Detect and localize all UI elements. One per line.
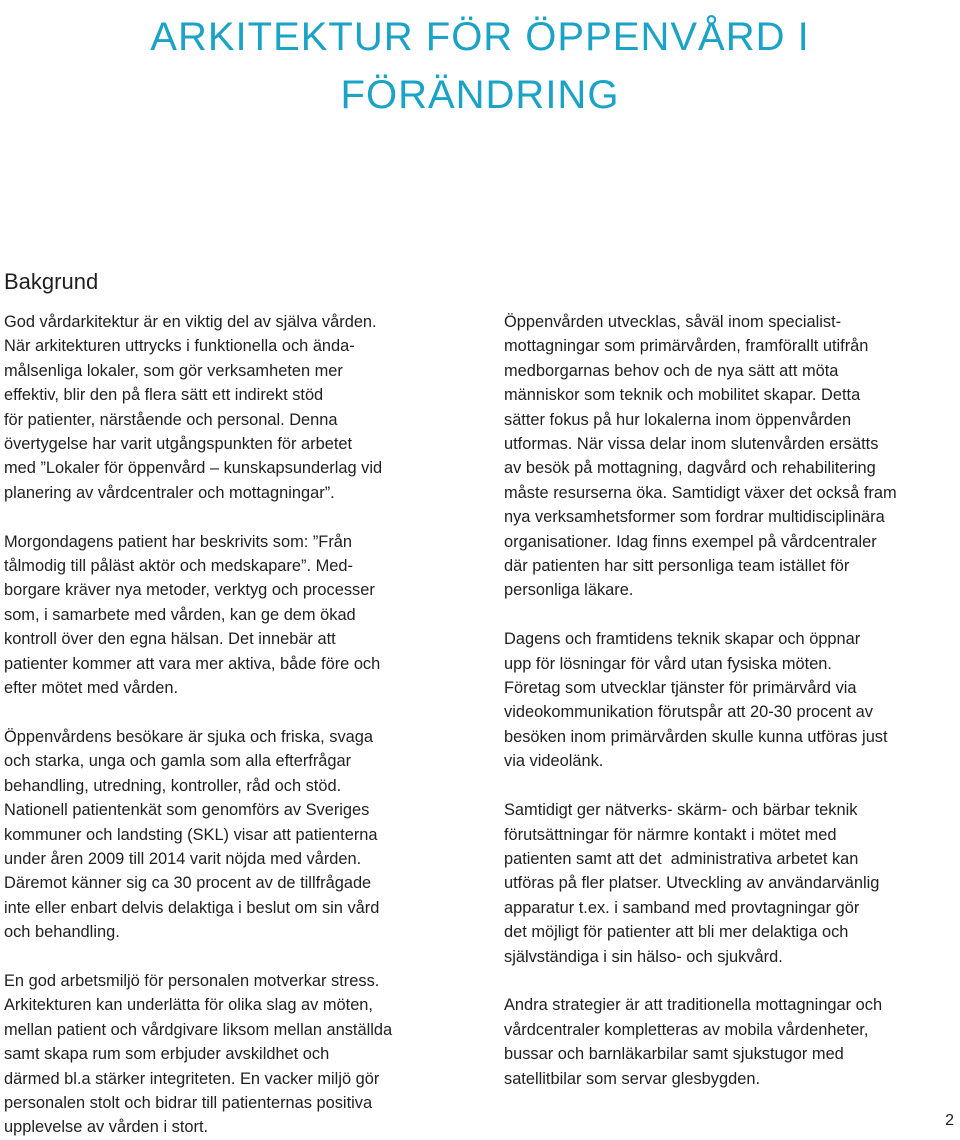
- text-line: medborgarnas behov och de nya sätt att möta: [504, 361, 839, 380]
- text-line: samt skapa rum som erbjuder avskildhet och: [4, 1045, 330, 1064]
- text-line: vårdcentraler kompletteras av mobila vårdenheter,: [504, 1020, 869, 1039]
- left-column: [4, 310, 456, 1140]
- page-title: [0, 8, 960, 124]
- text-line: upp för lösningar för vård utan fysiska möten.: [504, 654, 832, 673]
- text-line: personliga läkare.: [504, 581, 634, 600]
- text-line: upplevelse av vården i stort.: [4, 1118, 209, 1137]
- text-line: mellan patient och vårdgivare liksom mellan anställda: [4, 1020, 393, 1039]
- text-line: Företag som utvecklar tjänster för primärvård via: [504, 679, 857, 698]
- text-line: Morgondagens patient har beskrivits som: ”Från: [4, 532, 353, 551]
- right-column: [504, 310, 956, 1091]
- text-line: Däremot känner sig ca 30 procent av de tillfrågade: [4, 874, 372, 893]
- text-line: patienter kommer att vara mer aktiva, både före och: [4, 654, 381, 673]
- text-line: där patienten har sitt personliga team istället för: [504, 557, 850, 576]
- text-line: satellitbilar som servar glesbygden.: [504, 1069, 760, 1088]
- text-line: och behandling.: [4, 923, 120, 942]
- page-title-line-2: FÖRÄNDRING: [340, 73, 620, 117]
- text-line: utföras på fler platser. Utveckling av användarvänlig: [504, 874, 880, 893]
- text-line: besöken inom primärvården skulle kunna utföras just: [504, 727, 888, 746]
- text-line: behandling, utredning, kontroller, råd och stöd.: [4, 776, 342, 795]
- text-line: inte eller enbart delvis delaktiga i beslut om sin vård: [4, 898, 380, 917]
- text-line: kontroll över den egna hälsan. Det innebär att: [4, 630, 336, 649]
- text-line: för patienter, närstående och personal. Denna: [4, 410, 338, 429]
- text-line: organisationer. Idag finns exempel på vårdcentraler: [504, 532, 877, 551]
- text-line: via videolänk.: [504, 752, 604, 771]
- text-line: bussar och barnläkarbilar samt sjukstugor med: [504, 1045, 844, 1064]
- right-paragraph-4: [504, 993, 956, 1091]
- text-line: kommuner och landsting (SKL) visar att patienterna: [4, 825, 378, 844]
- left-paragraph-1: [4, 310, 456, 505]
- text-line: tålmodig till påläst aktör och medskapare”. Med-: [4, 557, 353, 576]
- text-line: mottagningar som primärvården, framförallt utifrån: [504, 337, 869, 356]
- text-line: med ”Lokaler för öppenvård – kunskapsunderlag vid: [4, 459, 383, 478]
- text-line: det möjligt för patienter att bli mer delaktiga och: [504, 923, 849, 942]
- right-paragraph-3: [504, 798, 956, 969]
- text-line: av besök på mottagning, dagvård och rehabilitering: [504, 459, 876, 478]
- text-line: förutsättningar för närmre kontakt i mötet med: [504, 825, 837, 844]
- text-line: God vårdarkitektur är en viktig del av själva vården.: [4, 313, 377, 331]
- text-line: måste resurserna öka. Samtidigt växer det också fram: [504, 483, 897, 502]
- text-line: apparatur t.ex. i samband med provtagningar gör: [504, 898, 860, 917]
- text-line: patienten samt att det administrativa arbetet kan: [504, 849, 859, 868]
- text-line: borgare kräver nya metoder, verktyg och processer: [4, 581, 375, 600]
- text-line: Andra strategier är att traditionella mottagningar och: [504, 996, 883, 1015]
- text-line: Dagens och framtidens teknik skapar och öppnar: [504, 630, 861, 649]
- text-line: utformas. När vissa delar inom slutenvården ersätts: [504, 435, 879, 454]
- text-line: När arkitekturen uttrycks i funktionella och ända-: [4, 337, 355, 356]
- text-line: efter mötet med vården.: [4, 679, 179, 698]
- text-line: Samtidigt ger nätverks- skärm- och bärbar teknik: [504, 801, 858, 820]
- text-line: Arkitekturen kan underlätta för olika slag av möten,: [4, 996, 373, 1015]
- right-paragraph-2: [504, 627, 956, 773]
- text-line: därmed bl.a stärker integriteten. En vacker miljö gör: [4, 1069, 380, 1088]
- text-line: målsenliga lokaler, som gör verksamheten mer: [4, 361, 343, 380]
- text-line: effektiv, blir den på flera sätt ett indirekt stöd: [4, 386, 324, 405]
- text-line: som, i samarbete med vården, kan ge dem ökad: [4, 605, 356, 624]
- text-line: Nationell patientenkät som genomförs av Sveriges: [4, 801, 370, 820]
- text-line: människor som teknik och mobilitet skapar. Detta: [504, 386, 861, 405]
- text-line: nya verksamhetsformer som fordrar multidisciplinära: [504, 508, 885, 527]
- text-line: videokommunikation förutspår att 20-30 procent av: [504, 703, 873, 722]
- left-paragraph-4: [4, 969, 456, 1140]
- text-line: under åren 2009 till 2014 varit nöjda med vården.: [4, 849, 362, 868]
- text-line: övertygelse har varit utgångspunkten för arbetet: [4, 435, 353, 454]
- page-number: 2: [945, 1112, 954, 1129]
- left-paragraph-3: [4, 725, 456, 945]
- text-line: personalen stolt och bidrar till patienternas positiva: [4, 1093, 373, 1112]
- left-paragraph-2: [4, 530, 456, 701]
- text-line: Öppenvårdens besökare är sjuka och friska, svaga: [4, 727, 373, 746]
- text-line: En god arbetsmiljö för personalen motverkar stress.: [4, 971, 380, 990]
- text-line: och starka, unga och gamla som alla efterfrågar: [4, 752, 352, 771]
- text-line: sätter fokus på hur lokalerna inom öppenvården: [504, 410, 852, 429]
- text-line: Öppenvården utvecklas, såväl inom specialist-: [504, 313, 842, 331]
- page-title-line-1: ARKITEKTUR FÖR ÖPPENVÅRD I: [150, 15, 810, 59]
- section-heading: Bakgrund: [4, 269, 99, 294]
- right-paragraph-1: [504, 310, 956, 603]
- text-line: självständiga i sin hälso- och sjukvård.: [504, 947, 783, 966]
- text-line: planering av vårdcentraler och mottagningar”.: [4, 483, 335, 502]
